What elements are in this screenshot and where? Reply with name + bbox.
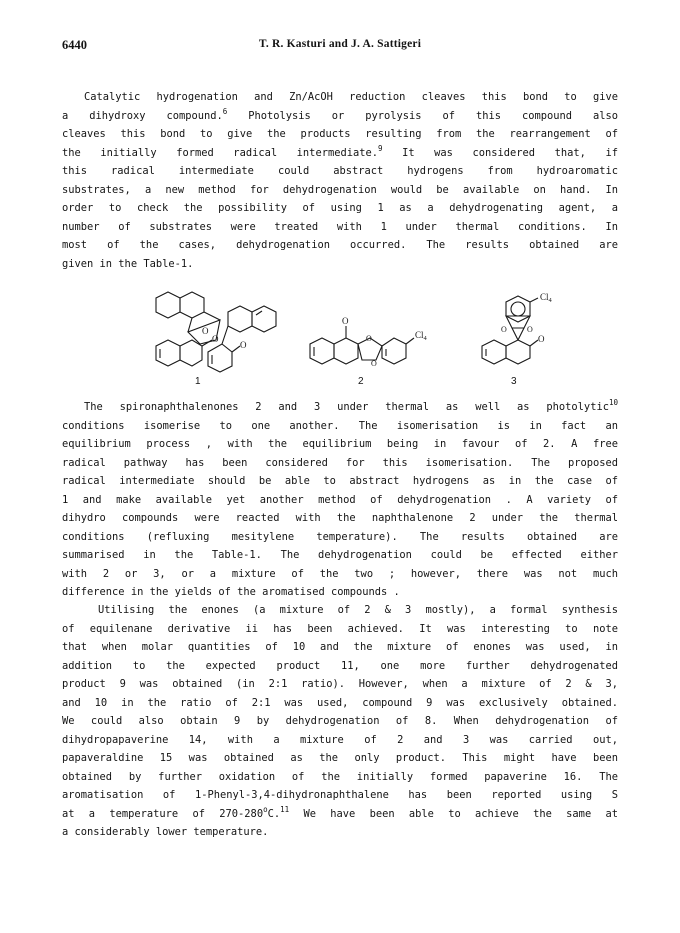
- compound-label-2: 2: [358, 376, 364, 387]
- compound-3-carbonyl-o: O: [538, 334, 545, 344]
- text-segment: We have been able to achieve the same at: [289, 807, 618, 820]
- text-segment: of equilenane derivative ii has been achieved. It was interesting to note: [62, 622, 618, 635]
- text-segment: conditions isomerise to one another. The isomerisation is in fact an: [62, 419, 618, 432]
- superscript: 6: [222, 106, 228, 116]
- text-line: [62, 435, 618, 454]
- text-segment: papaveraldine 15 was obtained as the only product. This might have been: [62, 752, 618, 764]
- text-segment: this radical intermediate could abstract hydrogens from hydroaromatic: [62, 165, 618, 177]
- text-segment: number of substrates were treated with 1 under thermal conditions. In: [62, 220, 618, 233]
- compound-label-3: 3: [511, 376, 517, 387]
- text-segment: that when molar quantities of 10 and the mixture of enones was used, in: [62, 641, 618, 653]
- text-line: [62, 823, 618, 842]
- text-line: [62, 528, 618, 547]
- compound-2-oxygen-a: O: [366, 334, 372, 343]
- text-segment: dihydro compounds were reacted with the naphthalenone 2 under the thermal: [62, 512, 618, 524]
- paragraph-2: [62, 398, 618, 602]
- page-header: [62, 38, 618, 54]
- text-segment: difference in the yields of the aromatised compounds .: [62, 586, 400, 598]
- compound-2-carbonyl-o: O: [342, 316, 349, 326]
- text-segment: radical intermediate should be able to abstract hydrogens as in the case of: [62, 475, 618, 487]
- superscript: 10: [608, 398, 618, 407]
- superscript: 11: [280, 804, 290, 814]
- text-line: [62, 199, 618, 218]
- text-segment: aromatisation of 1-Phenyl-3,4-dihydronaphthalene has been reported using S: [62, 789, 618, 801]
- text-line: [62, 675, 618, 694]
- compound-2-oxygen-b: O: [371, 359, 377, 368]
- text-line: [62, 657, 618, 676]
- compound-label-1: 1: [195, 376, 201, 387]
- text-line: [62, 546, 618, 565]
- text-line: [62, 786, 618, 805]
- text-line: [62, 236, 618, 255]
- text-line: [62, 181, 618, 200]
- running-title: T. R. Kasturi and J. A. Sattigeri: [258, 38, 422, 50]
- text-line: [62, 712, 618, 731]
- text-line: [62, 491, 618, 510]
- text-line: [62, 398, 618, 417]
- text-segment: substrates, a new method for dehydrogenation would be available on hand. In: [62, 183, 618, 196]
- text-segment: the initially formed radical intermediate.: [62, 146, 378, 159]
- compound-3-oxygen-b: O: [527, 325, 533, 334]
- text-line: [62, 417, 618, 436]
- compound-2-substituent: $Cl_4$: [415, 330, 427, 342]
- text-segment: summarised in the Table-1. The dehydrogenation could be effected either: [62, 549, 618, 561]
- text-line: [62, 144, 618, 163]
- text-segment: conditions (refluxing mesitylene temperature). The results obtained are: [62, 530, 618, 543]
- compound-1-structure: [156, 292, 276, 372]
- text-segment: obtained by further oxidation of the initially formed papaverine 16. The: [62, 770, 618, 783]
- text-line: [62, 583, 618, 602]
- text-segment: It was considered that, if: [382, 146, 618, 159]
- text-segment: order to check the possibility of using 1 as a dehydrogenating agent, a: [62, 202, 618, 214]
- compound-1-carbonyl-o: O: [212, 334, 219, 344]
- text-line: [62, 731, 618, 750]
- text-line: [62, 620, 618, 639]
- text-segment: Catalytic hydrogenation and Zn/AcOH reduction cleaves this bond to give: [84, 91, 618, 103]
- superscript: 9: [378, 143, 383, 153]
- text-line: [62, 638, 618, 657]
- text-segment: cleaves this bond to give the products resulting from the rearrangement of: [62, 128, 618, 140]
- text-line: [62, 749, 618, 768]
- text-segment: equilibrium process , with the equilibrium being in favour of 2. A free: [62, 438, 618, 450]
- text-line: [62, 509, 618, 528]
- chemical-structures: [140, 288, 570, 388]
- page-number: 6440: [62, 38, 87, 52]
- text-line: [62, 694, 618, 713]
- text-segment: C.: [267, 807, 281, 820]
- text-segment: 1 and make available yet another method of dehydrogenation . A variety of: [62, 493, 618, 506]
- paragraph-1: [62, 88, 618, 273]
- text-line: [62, 768, 618, 787]
- text-segment: a dihydroxy compound.: [62, 109, 223, 122]
- text-line: [62, 162, 618, 181]
- paragraph-3: [62, 601, 618, 842]
- text-line: [62, 601, 618, 620]
- text-line: [62, 472, 618, 491]
- text-line: [62, 255, 618, 274]
- text-segment: The spironaphthalenones 2 and 3 under thermal as well as photolytic: [84, 401, 609, 413]
- text-segment: radical pathway has been considered for this isomerisation. The proposed: [62, 456, 618, 469]
- text-segment: a considerably lower temperature.: [62, 826, 269, 838]
- text-segment: with 2 or 3, or a mixture of the two ; however, there was not much: [62, 567, 618, 580]
- text-segment: product 9 was obtained (in 2:1 ratio). However, when a mixture of 2 & 3,: [62, 678, 618, 690]
- text-segment: at a temperature of 270-280: [62, 807, 264, 820]
- text-segment: given in the Table-1.: [62, 257, 194, 270]
- text-line: [62, 218, 618, 237]
- text-line: [62, 125, 618, 144]
- text-segment: Photolysis or pyrolysis of this compound also: [227, 109, 618, 122]
- text-segment: and 10 in the ratio of 2:1 was used, compound 9 was exclusively obtained.: [62, 696, 618, 709]
- superscript: o: [263, 804, 268, 814]
- compound-2-structure: [310, 326, 414, 364]
- compound-1-carbonyl-o-2: O: [240, 340, 247, 350]
- text-segment: Utilising the enones (a mixture of 2 & 3 mostly), a formal synthesis: [98, 604, 618, 616]
- text-segment: dihydropapaverine 14, with a mixture of 2 and 3 was carried out,: [62, 733, 618, 746]
- text-line: [62, 805, 618, 824]
- compound-1-oxygen-atom: O: [202, 326, 209, 336]
- compound-3-oxygen-a: O: [501, 325, 507, 334]
- text-line: [62, 454, 618, 473]
- text-segment: addition to the expected product 11, one more further dehydrogenated: [62, 659, 618, 672]
- compound-3-substituent: $Cl_4$: [540, 292, 552, 304]
- text-line: [62, 88, 618, 107]
- text-segment: We could also obtain 9 by dehydrogenation of 8. When dehydrogenation of: [62, 715, 618, 727]
- text-line: [62, 107, 618, 126]
- text-segment: most of the cases, dehydrogenation occurred. The results obtained are: [62, 239, 618, 251]
- text-line: [62, 565, 618, 584]
